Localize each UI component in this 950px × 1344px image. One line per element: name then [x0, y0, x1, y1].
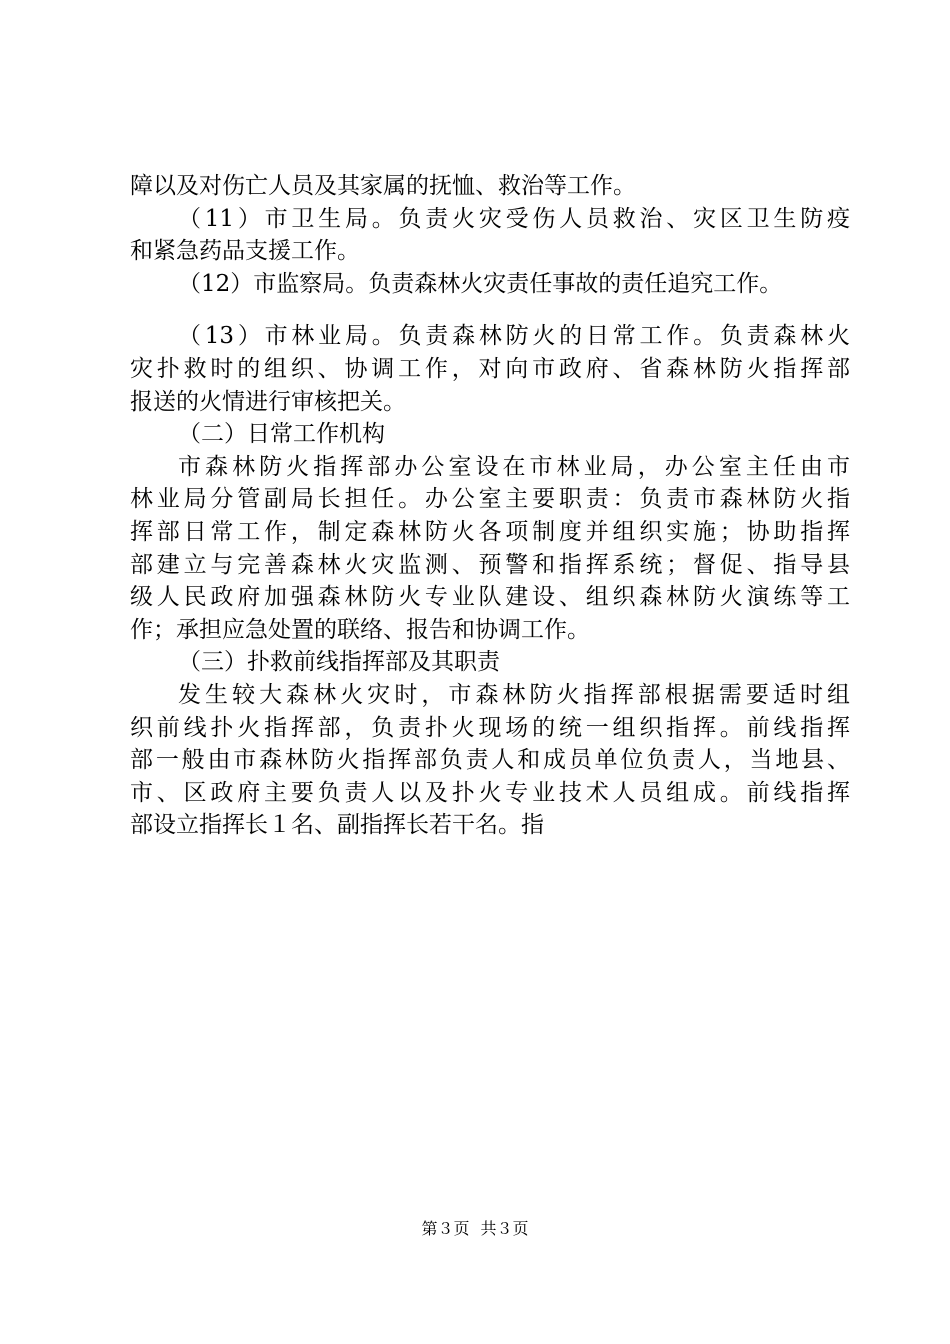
section-heading: （二）日常工作机构 [178, 421, 385, 448]
paragraph-line: （13）市林业局。负责森林防火的日常工作。负责森林火 [178, 323, 850, 350]
page-number: 第３页 [421, 1219, 470, 1238]
paragraph-line: 障以及对伤亡人员及其家属的抚恤、救治等工作。 [130, 173, 636, 199]
section-heading: （三）扑救前线指挥部及其职责 [178, 649, 500, 676]
page-total: 共３页 [480, 1219, 529, 1238]
paragraph-line: 市、区政府主要负责人以及扑火专业技术人员组成。前线指挥 [130, 779, 850, 806]
paragraph-line: 市森林防火指挥部办公室设在市林业局，办公室主任由市 [178, 453, 850, 480]
paragraph-line: 报送的火情进行审核把关。 [130, 388, 406, 415]
paragraph-line: （11）市卫生局。负责火灾受伤人员救治、灾区卫生防疫 [178, 205, 850, 232]
paragraph-line: 部建立与完善森林火灾监测、预警和指挥系统；督促、指导县 [130, 551, 850, 578]
paragraph-line: 灾扑救时的组织、协调工作，对向市政府、省森林防火指挥部 [130, 355, 850, 382]
paragraph-line: 级人民政府加强森林防火专业队建设、组织森林防火演练等工 [130, 584, 850, 611]
paragraph-line: 部一般由市森林防火指挥部负责人和成员单位负责人，当地县、 [130, 747, 850, 774]
paragraph-gap [130, 300, 850, 320]
paragraph-line: 林业局分管副局长担任。办公室主要职责：负责市森林防火指 [130, 486, 850, 513]
paragraph-line: 和紧急药品支援工作。 [130, 238, 360, 265]
paragraph-line: 部设立指挥长１名、副指挥长若干名。指 [130, 812, 544, 839]
paragraph-line: 作；承担应急处置的联络、报告和协调工作。 [130, 616, 590, 643]
paragraph-line: 织前线扑火指挥部，负责扑火现场的统一组织指挥。前线指挥 [130, 714, 850, 741]
paragraph-line: （12）市监察局。负责森林火灾责任事故的责任追究工作。 [178, 270, 783, 297]
paragraph-line: 挥部日常工作，制定森林防火各项制度并组织实施；协助指挥 [130, 518, 850, 545]
paragraph-line: 发生较大森林火灾时，市森林防火指挥部根据需要适时组 [178, 681, 850, 708]
page-footer [0, 1216, 950, 1239]
document-body [130, 170, 850, 842]
